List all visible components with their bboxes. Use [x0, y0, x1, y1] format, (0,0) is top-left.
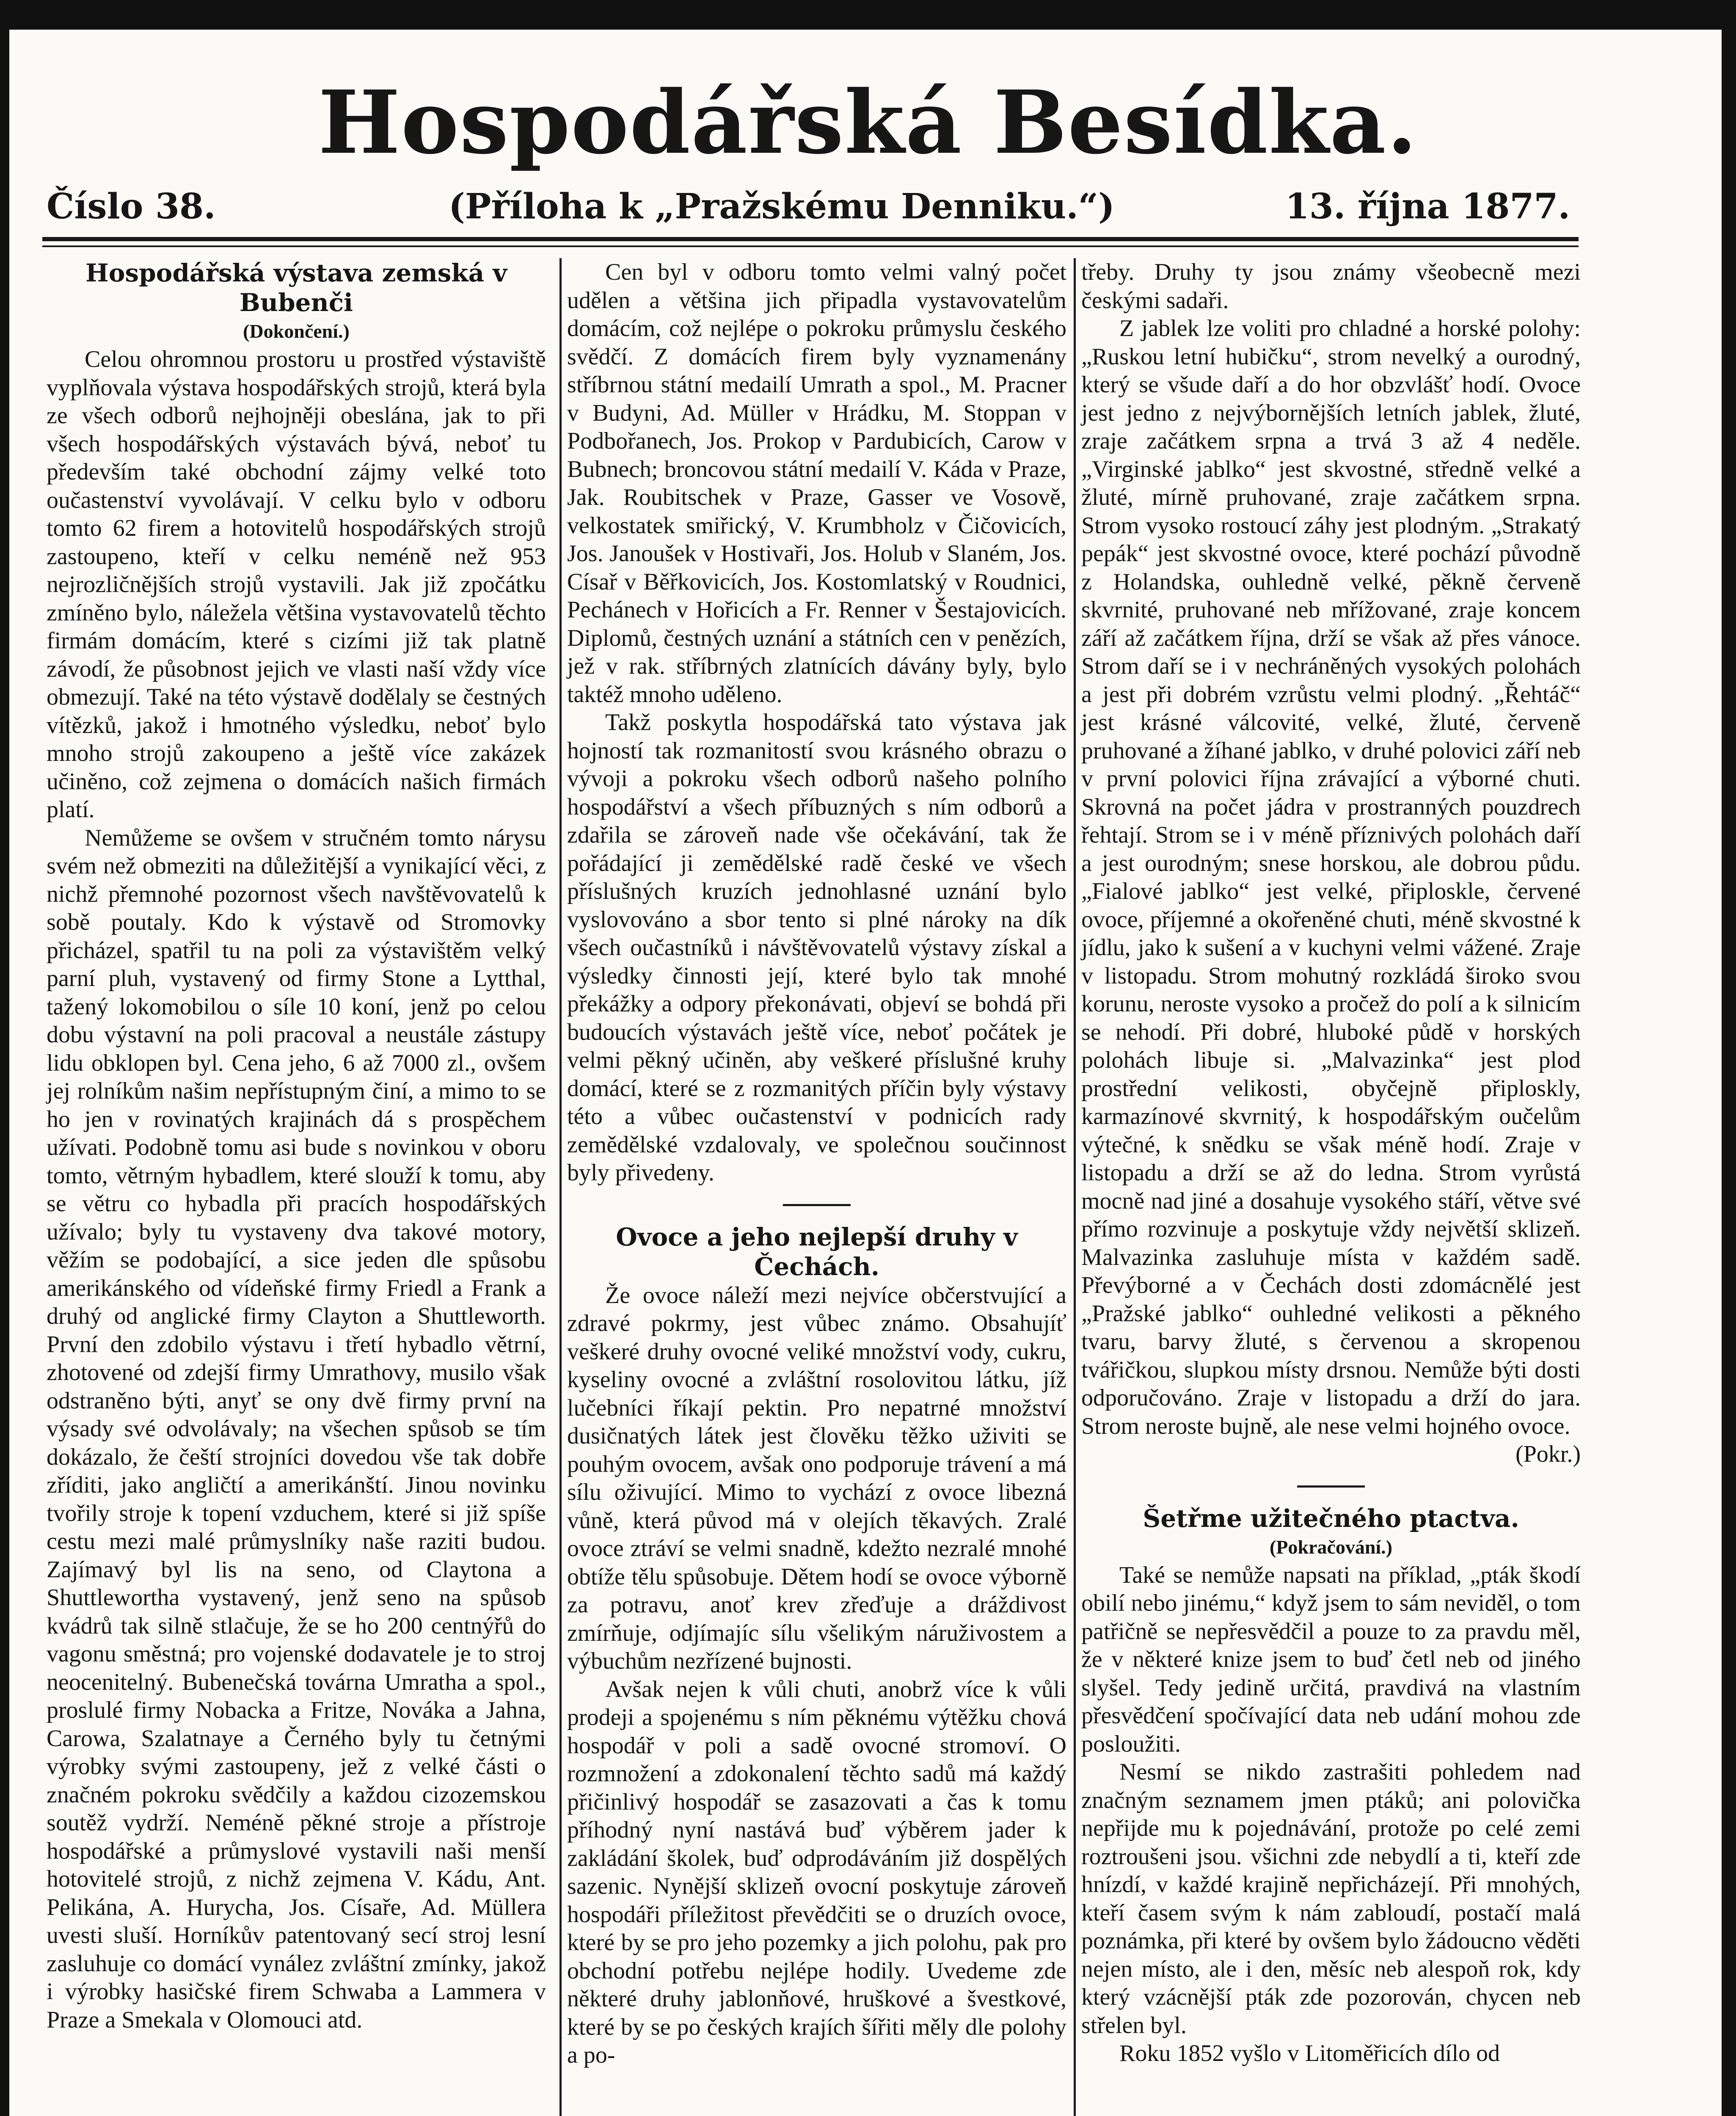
paragraph: Že ovoce náleží mezi nejvíce občerstvující a zdravé pokrmy, jest vůbec známo. Obsahujíť veškeré druhy ovocné veliké množství vody, cukru, kyseliny ovocné a zvláštní rosolovitou látku, jíž lučebníci říkají pektin. Pro nepatrné množství dusičnatých látek jest člověku těžko uživiti se pouhým ovocem, avšak ono podporuje trávení a má sílu oživující. Mimo to vychází z ovoce libezná vůně, která původ má v olejích těkavých. Zralé ovoce ztráví se velmi snadně, kdežto nezralé mnohé obtíže tělu spůsobuje. Dětem hodí se ovoce výborně za potravu, anoť krev zřeďuje a dráždivost zmírňuje, odjímajíc sílu všelikým náruživostem a výbuchům nezřízené bujnosti.	[567, 1282, 1066, 1674]
article-separator	[1297, 1485, 1365, 1488]
paragraph: Nemůžeme se ovšem v stručném tomto nárysu svém než obmeziti na důležitější a vynikající věci, z nichž přemnohé pozornost všech navštěvovatelů k sobě poutaly. Kdo k výstavě od Stromovky přicházel, spatřil tu na poli za výstavištěm velký parní pluh, vystavený od firmy Stone a Lytthal, tažený lokomobilou o síle 10 koní, jenž po celou dobu výstavní na poli pracoval a neustále zástupy lidu obklopen byl. Cena jeho, 6 až 7000 zl., ovšem jej rolníkům našim nepřístupným činí, a mimo to se ho jen v rovinatých krajinách dá s prospěchem užívati. Podobně tomu asi bude s novinkou v oboru tomto, větrným hybadlem, které slouží k tomu, aby se větru co hybadla při pracích hospodářských užívalo; byly tu vystaveny dva takové motory, věžím se podobající, a sice jeden dle spůsobu amerikánského od vídeňské firmy Friedl a Frank a druhý od anglické firmy Clayton a Shuttleworth. První den zdobilo výstavu i třetí hybadlo větrní, zhotovené od zdejší firmy Umrathovy, musilo však odstraněno býti, anyť se ony dvě firmy první na výsady své odvolávaly; na všechen spůsob se tím dokázalo, že čeští strojníci dovedou vše tak dobře zříditi, jako angličtí a amerikánští. Jinou novinku tvořily stroje k topení vzduchem, které si již spíše cestu mezi malé průmyslníky naše raziti budou. Zajímavý byl lis na seno, od Claytona a Shuttlewortha vystavený, jenž seno na spůsob kvádrů tak silně stlačuje, že se ho 200 centnýřů do vagonu směstná; pro vojenské dodavatele je to stroj neocenitelný. Bubenečská továrna Umratha a spol., proslulé firmy Nobacka a Fritze, Nováka a Jahna, Carowa, Szalatnaye a Černého byly tu četnými výrobky svými zastoupeny, jež z velké části o značném pokroku svědčily a každou cizozemskou soutěž vydrží. Neméně pěkné stroje a přístroje hospodářské a průmyslové vystavili naši menší hotovitelé strojů, z nichž zejmena V. Kádu, Ant. Pelikána, A. Hurycha, Jos. Císaře, Ad. Müllera uvesti sluší. Horníkův patentovaný secí stroj lesní zasluhuje co domácí vynález zvláštní zmínky, jakož i výrobky hasičské firem Schwaba a Lammera v Praze a Smekala v Olomouci atd.	[47, 824, 546, 2033]
paragraph: Cen byl v odboru tomto velmi valný počet udělen a většina jich připadla vystavovatelům domácím, což nejlépe o pokroku průmyslu českého svědčí. Z domácích firem byly vyznamenány stříbrnou státní medailí Umrath a spol., M. Pracner v Budyni, Ad. Müller v Hrádku, M. Stoppan v Podbořanech, Jos. Prokop v Pardubicích, Carow v Bubnech; broncovou státní medailí V. Káda v Praze, Jak. Roubitschek v Praze, Gasser ve Vosově, velkostatek smiřický, V. Krumbholz v Čičovicích, Jos. Janoušek v Hostivaři, Jos. Holub v Slaném, Jos. Císař v Běřkovicích, Jos. Kostomlatský v Roudnici, Pechánech v Hořicích a Fr. Renner v Šestajovicích. Diplomů, čestných uznání a státních cen v penězích, jež v rak. stříbrných zlatnících dávány byly, bylo taktéž mnoho uděleno.	[567, 259, 1066, 708]
issue-number: Číslo 38.	[47, 186, 216, 227]
supplement-note: (Příloha k „Pražskému Denniku.“)	[449, 186, 1115, 227]
scan-edge-right	[1722, 0, 1736, 2116]
paragraph: třeby. Druhy ty jsou známy všeobecně mezi českými sadaři.	[1081, 259, 1581, 314]
scan-edge-top	[0, 0, 1736, 30]
paragraph: Avšak nejen k vůli chuti, anobrž více k vůli prodeji a spojenému s ním pěknému výtěžku chová hospodář v poli a sadě ovocné stromoví. O rozmnožení a zdokonalení těchto sadů má každý přičinlivý hospodář se zasazovati a čas k tomu příhodný nyní nastává buď výběrem jader k zakládání školek, buď odprodáváním již dospělých sazenic. Nynější sklizeň ovocní poskytuje zároveň hospodáři příležitost převědčiti se o druzích ovoce, které by se pro jeho pozemky a jich polohu, pak pro obchodní potřebu nejlépe hodily. Uvedeme zde některé druhy jablonňové, hruškové a švestkové, které by se po českých krajích šířiti měly dle polohy a po-	[567, 1676, 1066, 2068]
issue-date: 13. října 1877.	[1285, 186, 1570, 227]
subhead-line	[47, 186, 1570, 233]
masthead-title: Hospodářská Besídka.	[318, 72, 1418, 174]
article-subtitle-exhibition: (Dokončení.)	[243, 320, 350, 342]
column-rule-1	[559, 258, 562, 2116]
paragraph: Takž poskytla hospodářská tato výstava jak hojností tak rozmanitostí svou krásného obrazu o vývoji a pokroku všech odborů našeho polního hospodářství a všech příbuzných s ním odborů a zdařila se zároveň nade vše očekávání, tak že pořádající ji zemědělské radě české ve všech příslušných kruzích jednohlasné uznání bylo vyslovováno a sbor tento si plné nároky na dík všech oučastníků i návštěvovatelů výstavy získal a výsledky činnosti její, které bylo tak mnohé překážky a odpory překonávati, objeví se bohdá při budoucích výstavách ještě více, neboť počátek je velmi pěkný učiněn, aby veškeré příslušné kruhy domácí, které se z rozmanitých příčin byly výstavy této a vůbec oučastenství v podnicích rady zemědělské vzdalovaly, ve společnou součinnost byly přivedeny.	[567, 709, 1066, 1186]
paragraph: Nesmí se nikdo zastrašiti pohledem nad značným seznamem jmen ptáků; ani polovička nepřijde mu k pojednávání, protože po celé zemi roztroušeni jsou. všichni zde nebydlí a ti, kteří zde hnízdí, v každé krajině nepřicházejí. Při mnohých, kteří časem svým k nám zabloudí, postačí malá poznámka, při které by ovšem bylo žádoucno věděti nejen místo, ale i den, měsíc neb alespoň rok, kdy který vzácnější pták zde pozorován, chycen neb střelen byl.	[1081, 1759, 1581, 2039]
paragraph: Z jablek lze voliti pro chladné a horské polohy: „Ruskou letní hubičku“, strom nevelký a ourodný, který se všude daří a do hor obzvlášť hodí. Ovoce jest jedno z nejvýbornějších letních jablek, žluté, zraje začátkem srpna a trvá 3 až 4 neděle. „Virginské jablko“ jest skvostné, středně velké a žluté, mírně pruhované, zraje začátkem srpna. Strom vysoko rostoucí záhy jest plodným. „Strakatý pepák“ jest skvostné ovoce, které pochází původně z Holandska, ouhledně velké, pěkně červeně skvrnité, pruhované neb mřížované, zraje koncem září až začátkem října, drží se však až přes vánoce. Strom daří se i v nechráněných vysokých polohách a jest při dobrém vzrůstu velmi plodný. „Řehtáč“ jest krásné válcovité, velké, žluté, červeně pruhované a žíhané jablko, v druhé polovici září neb v první polovici října zrávající a výborné chuti. Skrovná na počet jádra v prostranných pouzdrech řehtají. Strom se i v méně příznivých polohách daří a jest ourodným; snese horskou, ale dobrou půdu. „Fialové jablko“ jest velké, připloskle, červené ovoce, příjemné a okořeněné chuti, méně skvostné k jídlu, jako k sušení a v kuchyni velmi vážené. Zraje v listopadu. Strom mohutný rozkládá široko svou korunu, neroste vysoko a pročež do polí a k silnicím se nehodí. Při dobré, hluboké půdě v horských polohách libuje si. „Malvazinka“ jest plod prostřední velikosti, obyčejně připloskly, karmazínové skvrnitý, k hospodářským oučelům výtečné, k snědku se však méně hodí. Zraje v listopadu a drží se až do ledna. Strom vyrůstá mocně nad jiné a dosahuje vysokého stáří, větve své přímo rozvinuje a poskytuje vždy největší sklizeň. Malvazinka zasluhuje místa v každém sadě. Převýborné a v Čechách dosti zdomácnělé jest „Pražské jablko“ ouhledné velikosti a pěkného tvaru, barvy žluté, s červenou a skropenou tvářičkou, slupkou místy drsnou. Nemůže býti dosti odporučováno. Zraje v listopadu a drží do jara. Strom neroste bujně, ale nese velmi hojného ovoce.	[1081, 315, 1581, 1439]
paragraph: Celou ohromnou prostoru u prostřed výstaviště vyplňovala výstava hospodářských strojů, která byla ze všech odborů nejhojněji obeslána, jak to při všech hospodářských výstavách bývá, neboť tu především také obchodní zájmy velké toto oučastenství vyvolávají. V celku bylo v odboru tomto 62 firem a hotovitelů hospodářských strojů zastoupeno, kteří v celku neméně než 953 nejrozličnějších strojů vystavili. Jak již zpočátku zmíněno bylo, náležela většina vystavovatelů těchto firmám domácím, které s cizími již tak platně závodí, že působnost jejich ve vlasti naší vždy více obmezují. Také na této výstavě dodělaly se čestných vítězků, jakož i hmotného výsledku, neboť bylo mnoho strojů zakoupeno a ještě více zakázek učiněno, což zejmena o domácích našich firmách platí.	[47, 346, 546, 823]
column-3	[1081, 258, 1581, 2068]
article-title-exhibition: Hospodářská výstava zemská v Bubenči	[85, 259, 507, 317]
scan-edge-left	[0, 0, 9, 2116]
paragraph: Také se nemůže napsati na příklad, „pták škodí obilí nebo jinému,“ když jsem to sám neviděl, o tom patřičně se nepřesvědčil a pouze to za pravdu měl, že v některé knize jsem to buď četl neb od jiného slyšel. Tedy jedině určitá, pravdivá na vlastním přesvědčení spočívající data neb udání mohou zde posloužiti.	[1081, 1562, 1581, 1757]
header-rule-thick	[42, 237, 1579, 241]
paragraph: Roku 1852 vyšlo v Litoměřicích dílo od	[1119, 2040, 1500, 2066]
article-separator	[783, 1204, 851, 1206]
column-2	[567, 258, 1066, 2069]
article-title-birds: Šetřme užitečného ptactva.	[1143, 1504, 1519, 1533]
article-title-fruit: Ovoce a jeho nejlepší druhy v Čechách.	[616, 1222, 1018, 1281]
header-rule-thin	[42, 245, 1579, 247]
continued-note: (Pokr.)	[1516, 1441, 1581, 1467]
column-1	[47, 258, 546, 2034]
article-subtitle-birds: (Pokračování.)	[1269, 1536, 1392, 1558]
column-rule-2	[1074, 258, 1076, 2116]
